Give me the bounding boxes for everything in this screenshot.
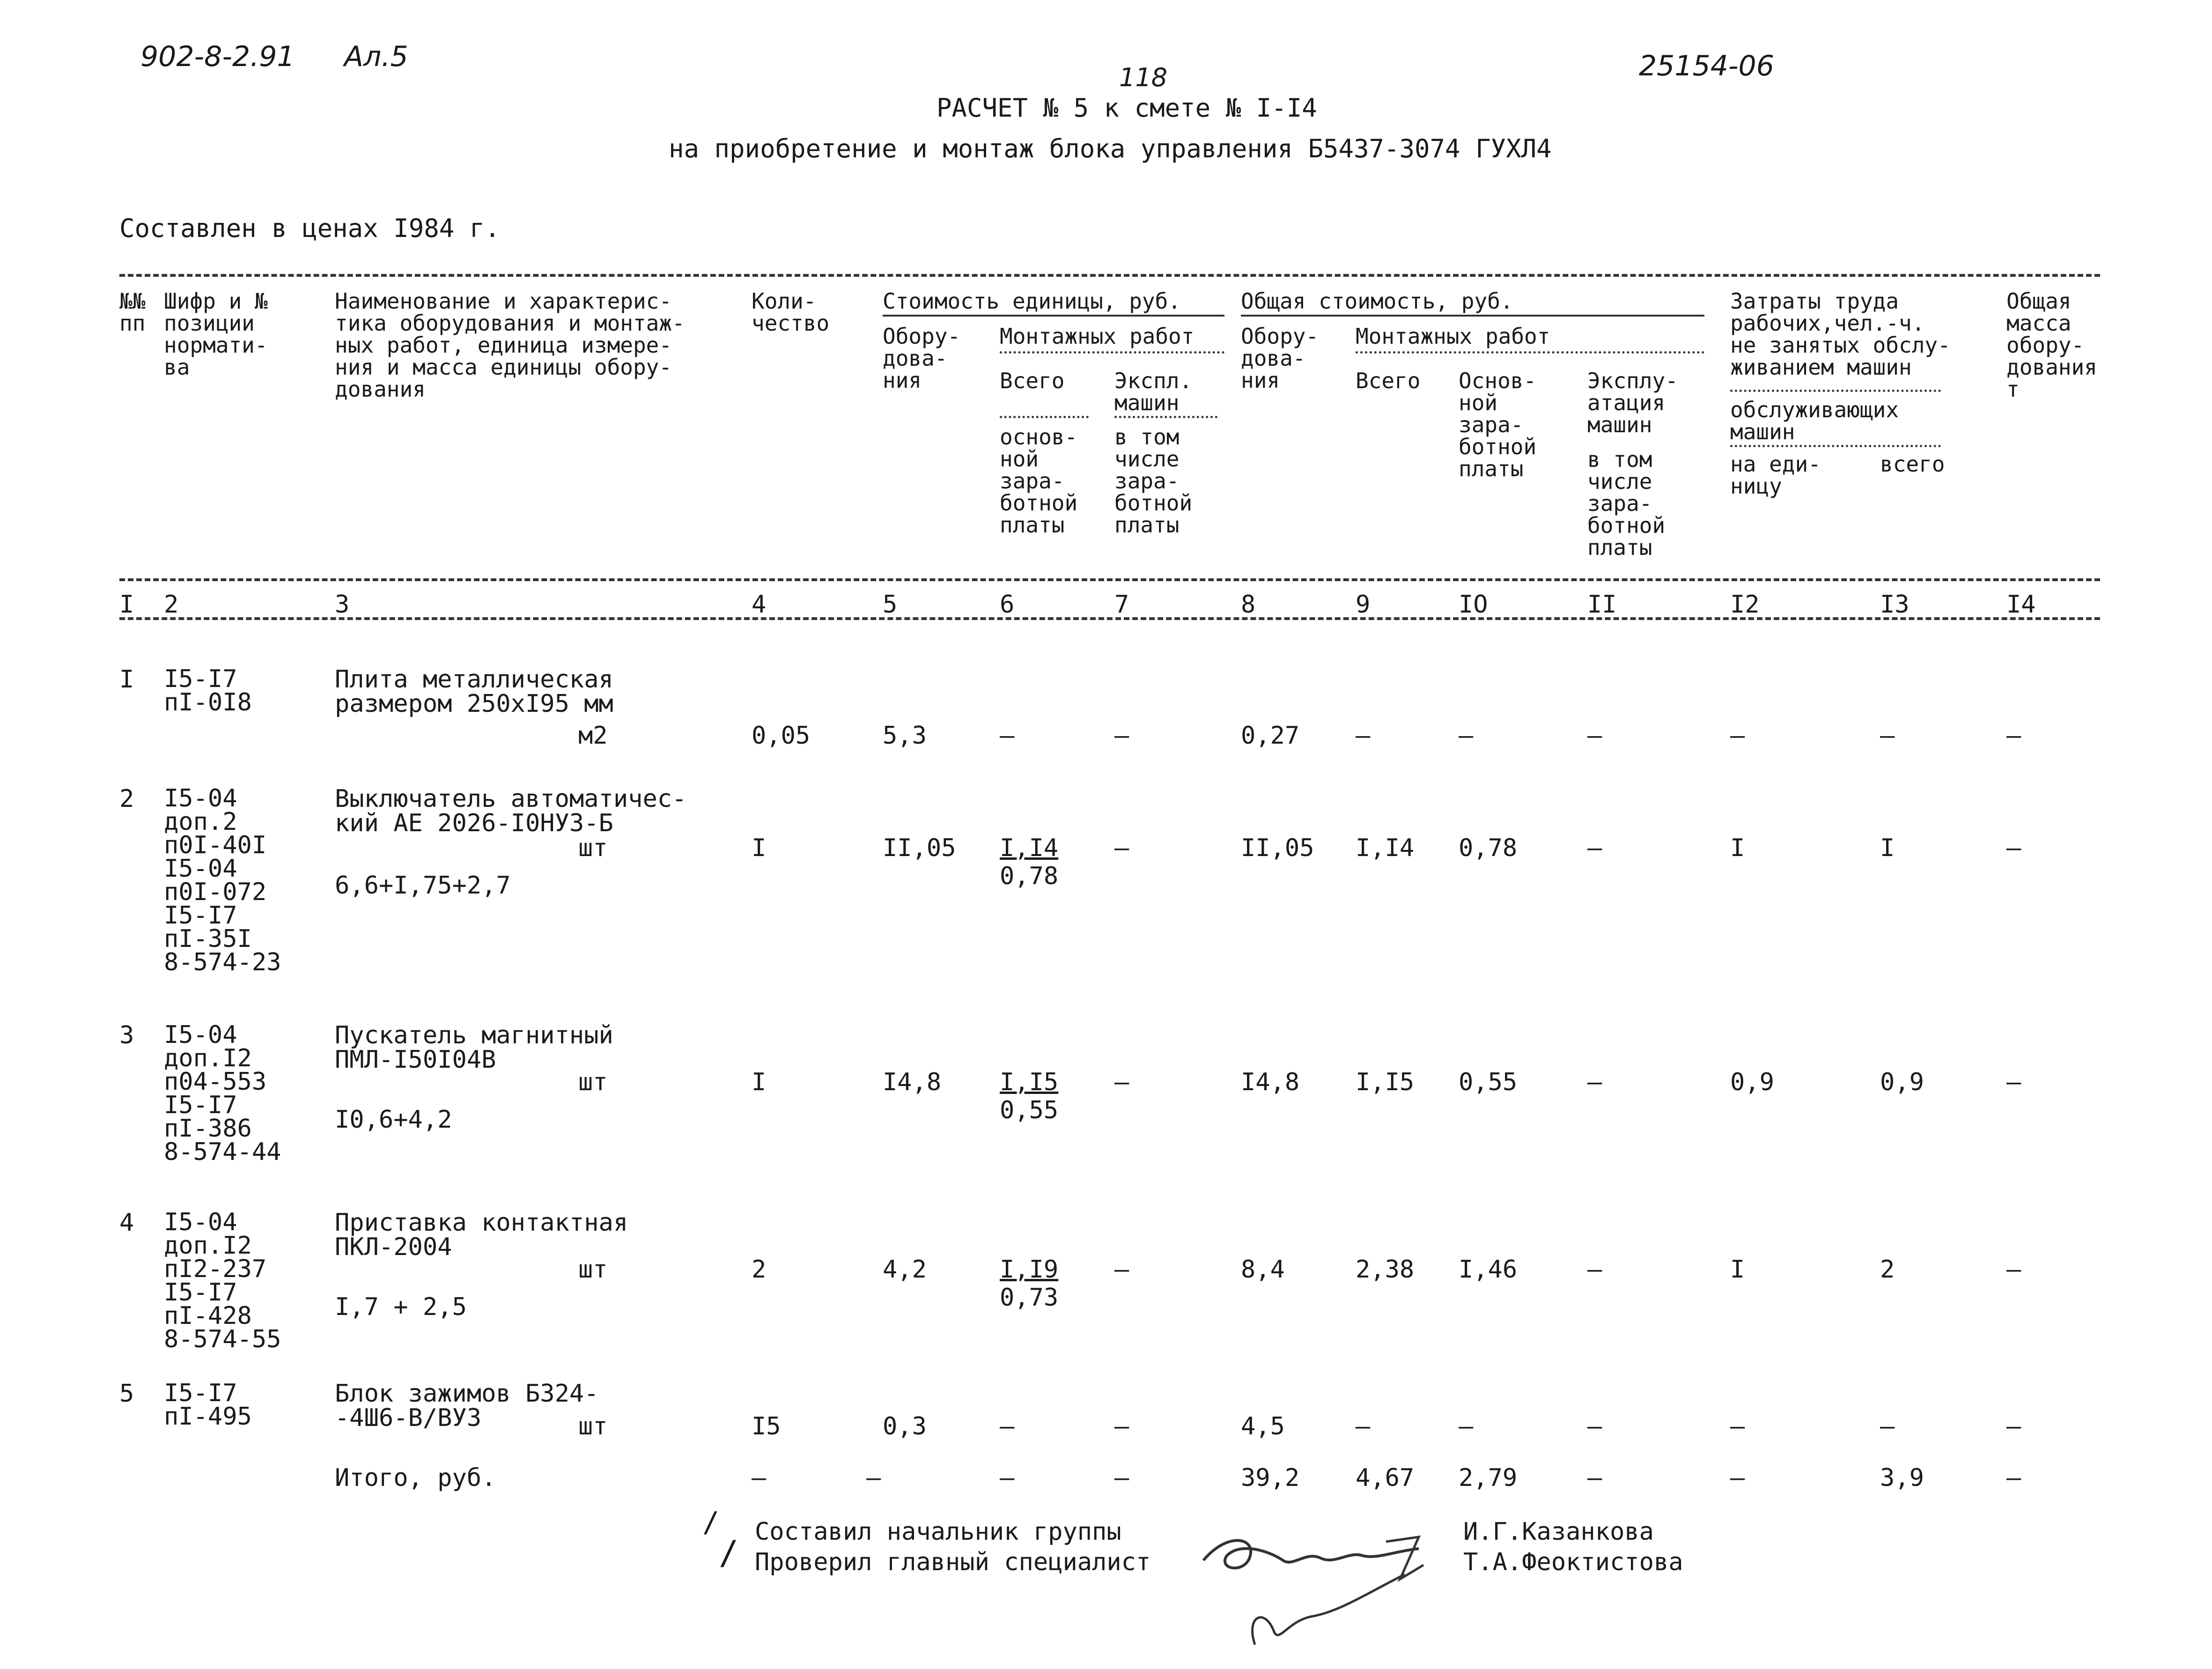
header-expl-unit-sub: в том числе зара- ботной платы [1114,424,1193,538]
row-labor-unit: – [1730,1412,1745,1440]
row-wage-total: 0,55 [1459,1068,1518,1096]
column-number: I3 [1880,591,1910,619]
row-mount-total: – [1356,722,1371,750]
handwritten-signature [1171,1499,1442,1668]
row-expl-unit: – [1114,722,1129,750]
row-unit: шт [578,1255,608,1284]
slash-mark-2: / [719,1534,739,1572]
header-per-unit: на еди- ницу [1730,451,1821,499]
column-number: 7 [1114,591,1129,619]
row-mount-unit: – [1000,1412,1015,1440]
header-unit-cost: Стоимость единицы, руб. [883,288,1181,314]
row-unit: шт [578,1412,608,1440]
row-mass: – [2006,1068,2021,1096]
row-expl-unit: – [1114,1068,1129,1096]
total-mass: – [2006,1464,2021,1492]
compiled-label: Составил начальник группы [755,1518,1121,1546]
row-number: 3 [119,1021,134,1049]
row-equip-unit: 0,3 [883,1412,927,1440]
document-code: 902-8-2.91 [140,40,295,73]
row-unit: шт [578,834,608,862]
column-number: I4 [2006,591,2036,619]
header-wage-total: Основ- ной зара- ботной платы [1459,368,1537,481]
vsego-unit-underline [1000,416,1089,418]
header-row-number: №№ пп [119,288,146,336]
row-mass: – [2006,722,2021,750]
header-expl-unit: Экспл. машин [1114,368,1193,415]
row-quantity: 2 [752,1255,767,1284]
row-mass: – [2006,1255,2021,1284]
row-equip-total: 0,27 [1241,722,1300,750]
total-expl-unit: – [1114,1464,1129,1492]
row-mount-unit: I,I4 [1000,834,1059,862]
row-expl-total: – [1587,1412,1602,1440]
row-expl-unit: – [1114,1412,1129,1440]
header-vsego-unit-sub: основ- ной зара- ботной платы [1000,424,1078,538]
row-mount-unit: I,I5 [1000,1068,1059,1096]
row-mount-wage: 0,78 [1000,862,1059,890]
mount-total-underline [1356,351,1704,354]
total-equip-unit: – [866,1464,881,1492]
row-wage-total: 0,78 [1459,834,1518,862]
header-top-rule [119,274,2100,281]
document-code-right: 25154-06 [1639,50,1774,82]
header-expl-total: Эксплу- атация машин [1587,368,1678,437]
header-mount-total: Монтажных работ [1356,324,1550,349]
row-mass: – [2006,834,2021,862]
row-expl-total: – [1587,1255,1602,1284]
album-number: Ал.5 [344,40,408,73]
checker-name: Т.А.Феоктистова [1463,1548,1683,1576]
column-number: 2 [164,591,179,619]
row-wage-total: I,46 [1459,1255,1518,1284]
header-labor-total: всего [1880,451,1945,477]
row-equip-total: II,05 [1241,834,1314,862]
row-unit: м2 [578,722,608,750]
row-mount-total: I,I4 [1356,834,1415,862]
row-equip-unit: I4,8 [883,1068,942,1096]
slash-mark-1: / [702,1506,720,1539]
row-number: 2 [119,785,134,813]
row-labor-total: 0,9 [1880,1068,1924,1096]
total-labor-total: 3,9 [1880,1464,1924,1492]
total-wage-total: 2,79 [1459,1464,1518,1492]
row-mount-total: – [1356,1412,1371,1440]
column-number: 4 [752,591,767,619]
total-quantity: – [752,1464,767,1492]
row-expl-unit: – [1114,834,1129,862]
row-labor-unit: I [1730,1255,1745,1284]
header-labor: Затраты труда рабочих,чел.-ч. не занятых обслу- живанием машин [1730,288,1951,380]
prices-note: Составлен в ценах I984 г. [119,214,500,243]
total-labor-unit: – [1730,1464,1745,1492]
row-formula: I,7 + 2,5 [335,1293,467,1321]
labor-sub-underline [1730,445,1941,447]
column-number: 8 [1241,591,1256,619]
row-expl-total: – [1587,722,1602,750]
row-name: Приставка контактная ПКЛ-2004 [335,1209,628,1261]
header-code: Шифр и № позиции нормати- ва [164,288,268,380]
row-equip-total: 8,4 [1241,1255,1285,1284]
row-name: Плита металлическая размером 250хI95 мм [335,665,613,718]
column-number: 6 [1000,591,1015,619]
total-equip-total: 39,2 [1241,1464,1300,1492]
row-code: I5-I7 пI-495 [164,1379,252,1431]
header-mass: Общая масса обору- дования т [2006,288,2097,402]
total-cost-underline [1241,315,1704,317]
header-equip-unit: Обору- дова- ния [883,324,961,393]
total-mount-unit: – [1000,1464,1015,1492]
row-mount-total: 2,38 [1356,1255,1415,1284]
expl-unit-underline [1114,416,1217,418]
row-mount-wage: 0,55 [1000,1096,1059,1124]
column-number: I [119,591,134,619]
row-code: I5-04 доп.I2 пI2-237 I5-I7 пI-428 8-574-55 [164,1208,281,1353]
row-quantity: 0,05 [752,722,811,750]
row-labor-total: 2 [1880,1255,1895,1284]
row-wage-total: – [1459,722,1474,750]
row-labor-total: – [1880,722,1895,750]
column-number: I2 [1730,591,1760,619]
row-code: I5-04 доп.I2 п04-553 I5-I7 пI-386 8-574-44 [164,1021,281,1166]
row-equip-unit: 4,2 [883,1255,927,1284]
header-bottom-rule [119,578,2100,586]
row-unit: шт [578,1068,608,1096]
header-equip-total: Обору- дова- ния [1241,324,1319,393]
row-labor-unit: – [1730,722,1745,750]
total-expl-total: – [1587,1464,1602,1492]
mount-unit-underline [1000,351,1224,354]
row-equip-total: I4,8 [1241,1068,1300,1096]
row-labor-total: – [1880,1412,1895,1440]
row-equip-unit: 5,3 [883,722,927,750]
header-vsego-unit: Всего [1000,368,1065,393]
row-code: I5-04 доп.2 п0I-40I I5-04 п0I-072 I5-I7 пI-35I 8-574-23 [164,784,281,976]
row-number: 5 [119,1380,134,1408]
row-mount-unit: I,I9 [1000,1255,1059,1284]
column-number: 3 [335,591,350,619]
row-labor-total: I [1880,834,1895,862]
labor-underline [1730,390,1941,392]
total-label: Итого, руб. [335,1464,496,1492]
row-quantity: I [752,834,767,862]
row-quantity: I5 [752,1412,781,1440]
row-mount-unit: – [1000,722,1015,750]
row-number: I [119,665,134,694]
column-number: 5 [883,591,898,619]
row-mount-wage: 0,73 [1000,1284,1059,1312]
row-expl-total: – [1587,834,1602,862]
row-labor-unit: I [1730,834,1745,862]
row-wage-total: – [1459,1412,1474,1440]
row-mass: – [2006,1412,2021,1440]
page-number: 118 [1119,63,1168,92]
header-vsego-total: Всего [1356,368,1421,393]
row-name: Пускатель магнитный ПМЛ-I50I04В [335,1021,613,1074]
header-mount-unit: Монтажных работ [1000,324,1194,349]
column-number: II [1587,591,1617,619]
row-equip-unit: II,05 [883,834,956,862]
row-name: Блок зажимов БЗ24- -4Ш6-В/ВУЗ [335,1380,599,1432]
row-labor-unit: 0,9 [1730,1068,1774,1096]
row-code: I5-I7 пI-0I8 [164,665,252,716]
header-quantity: Коли- чество [752,288,830,336]
row-name: Выключатель автоматичес- кий АЕ 2026-I0НУ3-Б [335,785,687,837]
row-expl-unit: – [1114,1255,1129,1284]
column-numbers-rule [119,617,2100,625]
checked-label: Проверил главный специалист [755,1548,1151,1576]
page-title: РАСЧЕТ № 5 к смете № I-I4 [936,93,1317,123]
total-mount-total: 4,67 [1356,1464,1415,1492]
row-formula: 6,6+I,75+2,7 [335,871,511,900]
page-subtitle: на приобретение и монтаж блока управления Б5437-3074 ГУХЛ4 [669,134,1552,163]
row-quantity: I [752,1068,767,1096]
row-mount-total: I,I5 [1356,1068,1415,1096]
row-number: 4 [119,1209,134,1237]
header-labor-sub: обслуживающих машин [1730,397,1899,444]
column-number: IO [1459,591,1488,619]
header-expl-total-sub: в том числе зара- ботной платы [1587,447,1666,560]
row-formula: I0,6+4,2 [335,1106,452,1134]
header-name: Наименование и характерис- тика оборудования и монтаж- ных работ, единица измере- ния и масса единицы обору- дования [335,288,685,402]
column-number: 9 [1356,591,1371,619]
header-total-cost: Общая стоимость, руб. [1241,288,1513,314]
row-equip-total: 4,5 [1241,1412,1285,1440]
compiler-name: И.Г.Казанкова [1463,1518,1654,1546]
unit-cost-underline [883,315,1224,317]
row-expl-total: – [1587,1068,1602,1096]
